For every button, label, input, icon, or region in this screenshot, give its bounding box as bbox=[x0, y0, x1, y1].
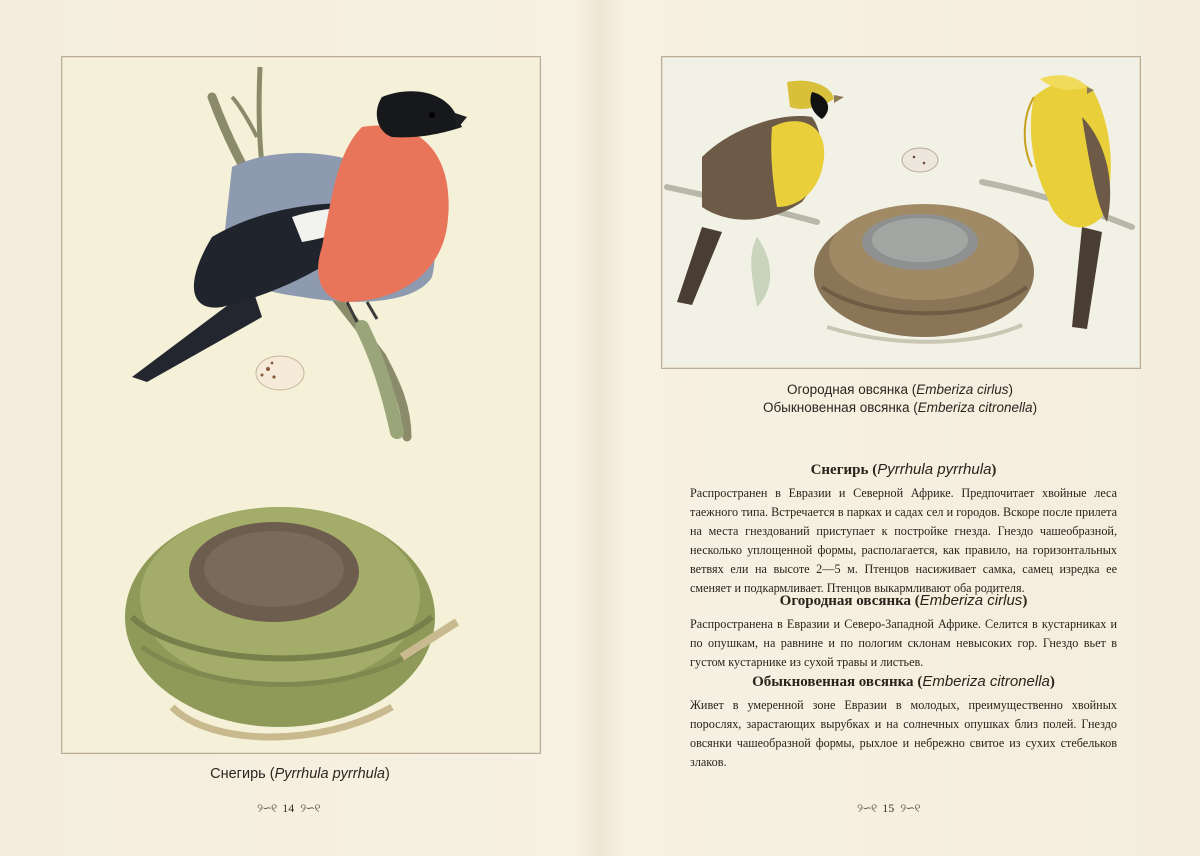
article-title-common: Огородная овсянка bbox=[779, 593, 912, 609]
article-title: Обыкновенная овсянка (Emberiza citronella) bbox=[752, 673, 1055, 690]
article-title: Снегирь (Pyrrhula pyrrhula) bbox=[810, 461, 997, 478]
caption-line-2: Обыкновенная овсянка (Emberiza citronella) bbox=[762, 400, 1038, 415]
caption-line-1: Огородная овсянка (Emberiza cirlus) bbox=[786, 382, 1014, 397]
article-title-common: Обыкновенная овсянка bbox=[752, 674, 914, 690]
bullfinch-illustration bbox=[61, 56, 541, 754]
page-number-value: 15 bbox=[882, 801, 895, 815]
article-body: Распространена в Евразии и Северо-Западной Африке. Селится в кустарниках и по опушкам, на равнине и по пологим склонам невысоких гор. Гнездо вьет в густом кустарнике из сухой травы и листьев. bbox=[690, 617, 1117, 669]
article-cirl-bunting bbox=[690, 592, 1117, 672]
caption-common-name: Обыкновенная овсянка bbox=[762, 400, 910, 415]
right-plate-caption bbox=[661, 381, 1139, 417]
article-title-latin: Emberiza cirlus bbox=[919, 592, 1023, 609]
article-yellowhammer bbox=[690, 673, 1117, 772]
article-body: Распространен в Евразии и Северной Африке. Предпочитает хвойные леса таежного типа. Встречается в парках и садах сел и городов. Вскоре после прилета на места гнездований приступает к постройке гнезда. Гнездо чашеобразной, несколько уплощенной формы, располагается, как правило, на горизонтальных ветвях ели на высоте 2—5 м. Птенцов насиживает самка, самец изредка ее сменяет и подкармливает. Птенцов выкармливают оба родителя. bbox=[690, 486, 1117, 595]
ornament-icon: ୨∽୧ bbox=[900, 801, 920, 815]
ornament-icon: ୨∽୧ bbox=[257, 801, 277, 815]
article-bullfinch bbox=[690, 461, 1117, 598]
caption-latin-name: Pyrrhula pyrrhula bbox=[274, 766, 385, 782]
ornament-icon: ୨∽୧ bbox=[857, 801, 877, 815]
article-title: Огородная овсянка (Emberiza cirlus) bbox=[779, 592, 1028, 609]
caption-latin-name: Emberiza citronella bbox=[917, 400, 1033, 415]
page-number-value: 14 bbox=[282, 801, 295, 815]
caption-common-name: Снегирь bbox=[210, 766, 266, 782]
article-title-latin: Emberiza citronella bbox=[922, 673, 1050, 690]
article-title-latin: Pyrrhula pyrrhula bbox=[877, 461, 992, 478]
ornament-icon: ୨∽୧ bbox=[300, 801, 320, 815]
buntings-illustration bbox=[661, 56, 1141, 369]
caption-latin-name: Emberiza cirlus bbox=[916, 382, 1009, 397]
article-body: Живет в умеренной зоне Евразии в молодых, преимущественно хвойных порослях, зарастающих вырубках и на солнечных опушках близ полей. Гнездо овсянки чашеобразной формы, рыхлое и небрежно свитое из сухих стебельков злаков. bbox=[690, 698, 1117, 769]
caption-common-name: Огородная овсянка bbox=[786, 382, 908, 397]
page-number-left bbox=[257, 801, 320, 816]
article-title-common: Снегирь bbox=[810, 462, 869, 478]
left-plate-caption: Снегирь (Pyrrhula pyrrhula) bbox=[210, 766, 390, 782]
page-number-right bbox=[857, 801, 920, 816]
